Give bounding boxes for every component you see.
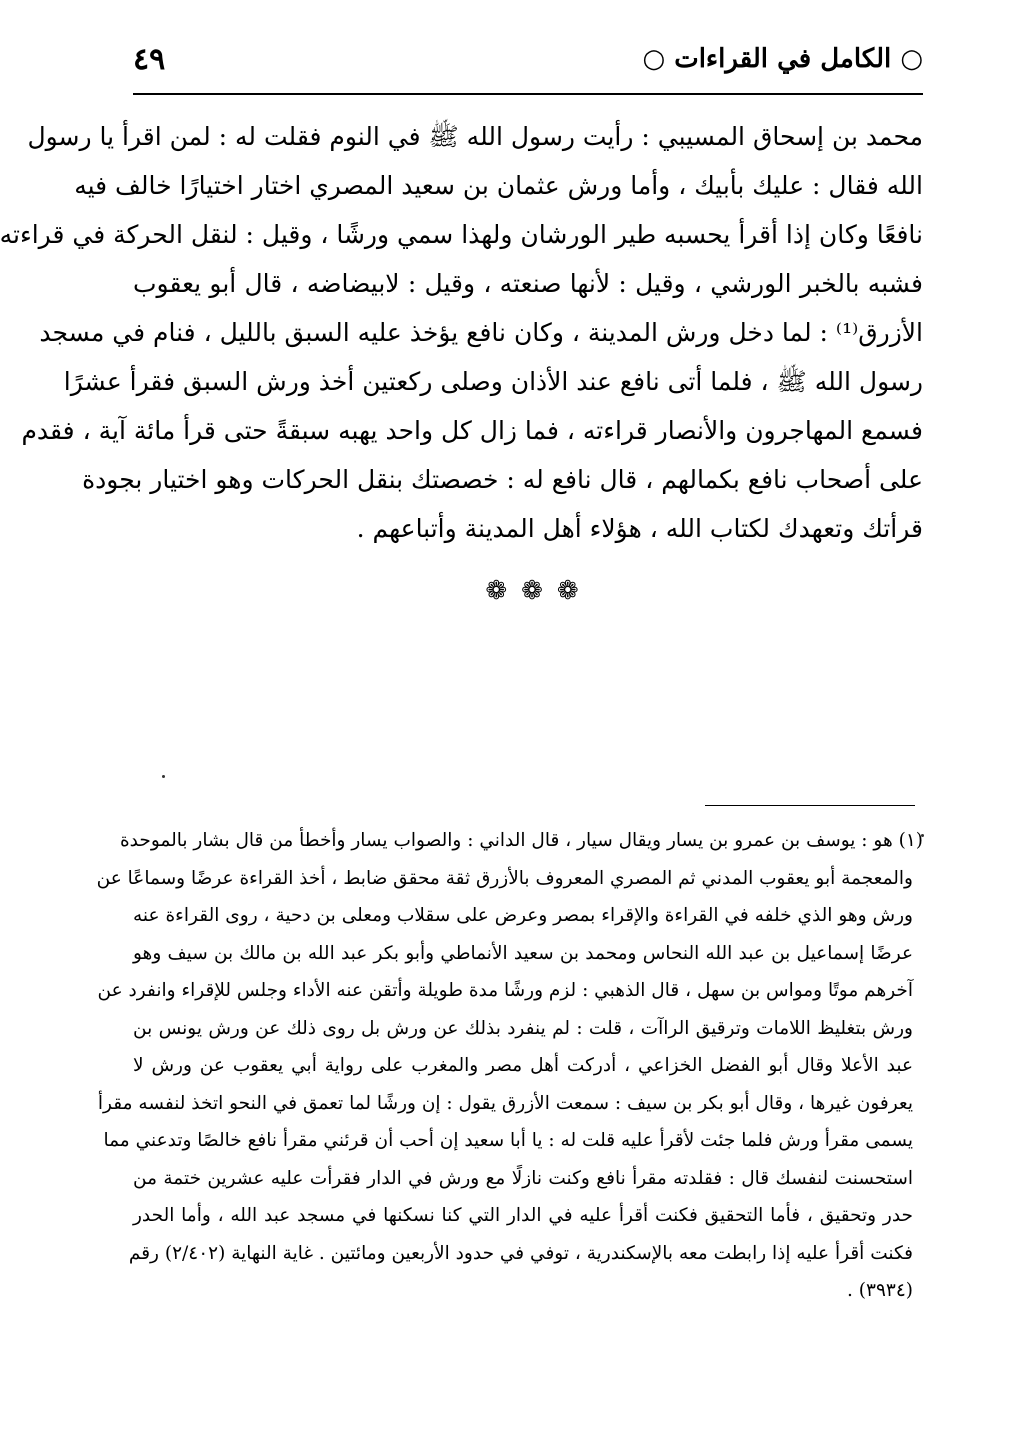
body-line: الله فقال : عليك بأبيك ، وأما ورش عثمان بن سعيد المصري اختار اختيارًا خالف فيه [74, 171, 923, 200]
footnote-line: ورش وهو الذي خلفه في القراءة والإقراء بمصر وعرض على سقلاب ومعلى بن دحية ، روى القراءة عنه [133, 905, 913, 926]
header-rule [133, 93, 923, 95]
page-number: ٤٩ [133, 42, 166, 77]
footnote-line: حدر وتحقيق ، فأما التحقيق فكنت أقرأ عليه في الدار التي كنا نسكنها في مسجد عبد الله ، وأما الحدر [133, 1205, 913, 1226]
body-line: محمد بن إسحاق المسيبي : رأيت رسول الله ﷺ في النوم فقلت له : لمن اقرأ يا رسول [27, 122, 923, 151]
body-line: رسول الله ﷺ ، فلما أتى نافع عند الأذان وصلى ركعتين أخذ ورش السبق فقرأ عشرًا [63, 367, 923, 396]
body-line: فشبه بالخبر الورشي ، وقيل : لأنها صنعته ، وقيل : لابيضاضه ، قال أبو يعقوب [133, 269, 923, 298]
footnote-line: عرضًا إسماعيل بن عبد الله النحاس ومحمد بن سعيد الأنماطي وأبو بكر عبد الله بن مالك بن سيف وهو [133, 942, 913, 964]
main-text [0, 112, 923, 553]
footnote-line: آخرهم موتًا ومواس بن سهل ، قال الذهبي : لزم ورشًا مدة طويلة وأتقن عنه الأداء وجلس للإقراء وانفرد عن [97, 980, 913, 1001]
body-line: على أصحاب نافع بكمالهم ، قال نافع له : خصصتك بنقل الحركات وهو اختيار بجودة [82, 465, 923, 494]
running-title: ○ الكامل في القراءات ○ [642, 44, 923, 74]
footnote-line: والمعجمة أبو يعقوب المدني ثم المصري المعروف بالأزرق ثقة محقق ضابط ، أخذ القراءة عرضًا وسماعًا عن [96, 867, 913, 889]
footnote-line: ورش بتغليظ اللامات وترقيق الراآت ، قلت : لم ينفرد بذلك عن ورش بل روى ذلك عن ورش يونس بن [133, 1017, 913, 1039]
footnote-line: يسمى مقرأ ورش فلما جئت لأقرأ عليه قلت له : يا أبا سعيد إن أحب أن قرئني مقرأ نافع خالصًا وتدعني مما [103, 1130, 913, 1151]
section-ornament: ❁❁❁ [485, 576, 593, 606]
body-line: نافعًا وكان إذا أقرأ يحسبه طير الورشان ولهذا سمي ورشًا ، وقيل : لنقل الحركة في قراءته [0, 220, 923, 249]
page-header [133, 40, 923, 90]
body-line: فسمع المهاجرون والأنصار قراءته ، فما زال كل واحد يهبه سبقةً حتى قرأ مائة آية ، فقدم [21, 416, 923, 445]
body-line: قرأتك وتعهدك لكتاب الله ، هؤلاء أهل المدينة وأتباعهم . [356, 514, 923, 543]
footnote-line: يعرفون غيرها ، وقال أبو بكر بن سيف : سمعت الأزرق يقول : إن ورشًا لما تعمق في النحو اتخذ لنفسه مقرأ [97, 1092, 913, 1114]
body-line: الأزرق⁽¹⁾ : لما دخل ورش المدينة ، وكان نافع يؤخذ عليه السبق بالليل ، فنام في مسجد [39, 318, 923, 347]
footnote-line: عبد الأعلا وقال أبو الفضل الخزاعي ، أدركت أهل مصر والمغرب على رواية أبي يعقوب عن ورش لا [133, 1055, 913, 1076]
footnotes [96, 822, 923, 1310]
footnote-line: (١) هو : يوسف بن عمرو بن يسار ويقال سيار ، قال الداني : والصواب يسار وأخطأ من قال بشار بالموحدة [119, 830, 923, 851]
footnote-line: (٣٩٣٤) . [847, 1280, 913, 1301]
footnote-line: استحسنت لنفسك قال : فقلدته مقرأ نافع وكنت نازلًا مع ورش في الدار فقرأت عليه عشرين ختمة من [133, 1167, 913, 1189]
footnote-separator [705, 805, 915, 806]
footnote-line: فكنت أقرأ عليه إذا رابطت معه بالإسكندرية ، توفي في حدود الأربعين ومائتين . غاية النهاية (٢/٤٠٢) رقم [128, 1242, 913, 1264]
scan-speck [162, 775, 165, 778]
